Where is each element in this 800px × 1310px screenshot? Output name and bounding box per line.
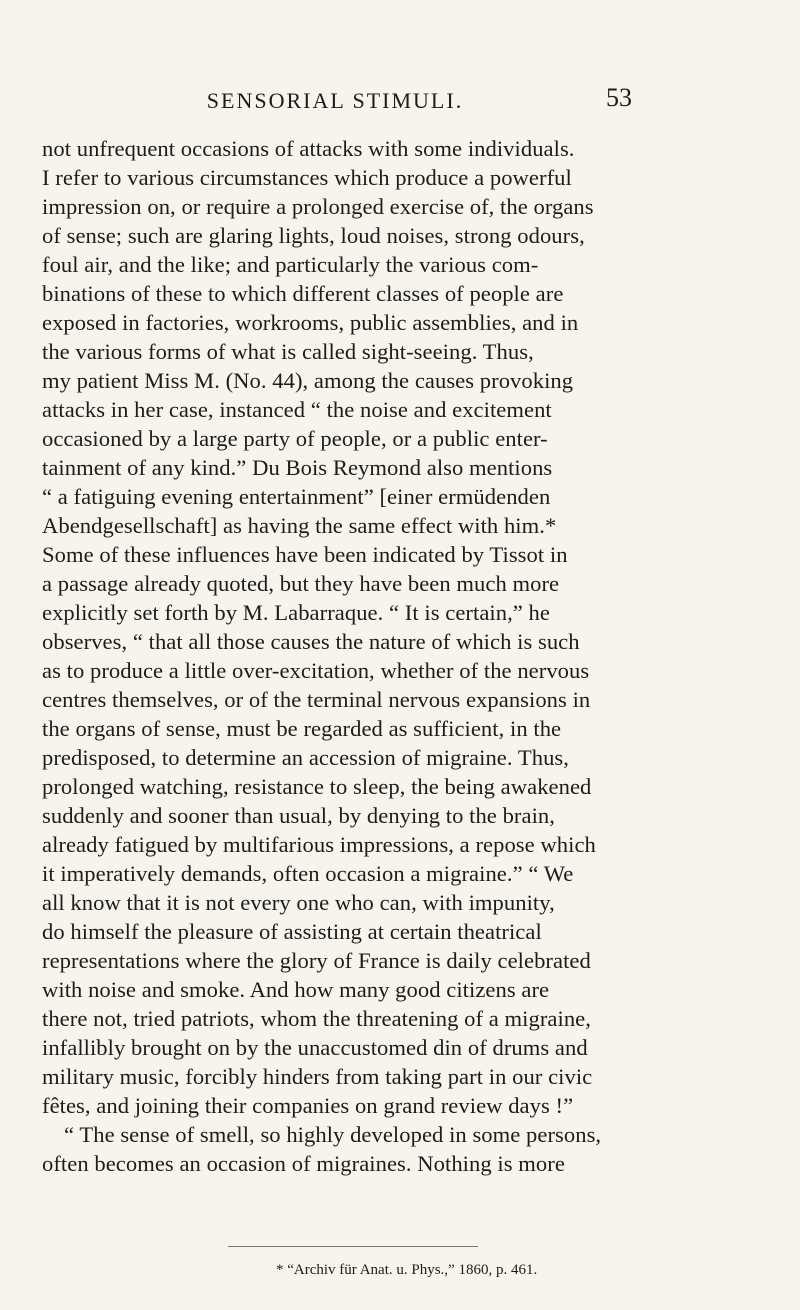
text-line: tainment of any kind.” Du Bois Reymond also mentions [42,455,553,480]
text-line: centres themselves, or of the terminal nervous expansions in [42,687,591,712]
footnote-divider [228,1246,478,1247]
text-line: often becomes an occasion of migraines. Nothing is more [42,1151,565,1176]
text-line: all know that it is not every one who can, with impunity, [42,890,555,915]
text-line: already fatigued by multifarious impressions, a repose which [42,832,596,857]
text-line: the organs of sense, must be regarded as sufficient, in the [42,716,562,741]
footnote: * “Archiv für Anat. u. Phys.,” 1860, p. 461. [276,1262,538,1278]
text-line: infallibly brought on by the unaccustomed din of drums and [42,1035,588,1060]
text-line: binations of these to which different classes of people are [42,281,564,306]
text-line: prolonged watching, resistance to sleep, the being awakened [42,774,592,799]
text-line: observes, “ that all those causes the nature of which is such [42,629,580,654]
text-line: predisposed, to determine an accession of migraine. Thus, [42,745,569,770]
text-line: attacks in her case, instanced “ the noise and excitement [42,397,552,422]
text-line: Some of these influences have been indicated by Tissot in [42,542,568,567]
text-line: there not, tried patriots, whom the threatening of a migraine, [42,1006,591,1031]
text-line: as to produce a little over-excitation, whether of the nervous [42,658,590,683]
text-line: I refer to various circumstances which produce a powerful [42,165,572,190]
text-line: “ a fatiguing evening entertainment” [einer ermüdenden [42,484,551,509]
text-line: impression on, or require a prolonged exercise of, the organs [42,194,594,219]
text-line: with noise and smoke. And how many good citizens are [42,977,550,1002]
text-line: it imperatively demands, often occasion a migraine.” “ We [42,861,574,886]
text-line: suddenly and sooner than usual, by denying to the brain, [42,803,555,828]
text-line: foul air, and the like; and particularly the various com- [42,252,539,277]
text-line: not unfrequent occasions of attacks with some individuals. [42,136,575,161]
text-line: military music, forcibly hinders from taking part in our civic [42,1064,593,1089]
text-line: a passage already quoted, but they have been much more [42,571,560,596]
running-title: SENSORIAL STIMULI. [206,88,464,113]
text-line: Abendgesellschaft] as having the same effect with him.* [42,513,557,538]
text-line: of sense; such are glaring lights, loud noises, strong odours, [42,223,585,248]
text-line: exposed in factories, workrooms, public assemblies, and in [42,310,579,335]
text-line: my patient Miss M. (No. 44), among the causes provoking [42,368,574,393]
text-line: explicitly set forth by M. Labarraque. “ It is certain,” he [42,600,550,625]
text-line: the various forms of what is called sight-seeing. Thus, [42,339,534,364]
text-line: fêtes, and joining their companies on grand review days !” [42,1093,574,1118]
page-number: 53 [606,83,632,112]
text-line: representations where the glory of France is daily celebrated [42,948,591,973]
text-line: “ The sense of smell, so highly developed in some persons, [64,1122,602,1147]
text-line: do himself the pleasure of assisting at certain theatrical [42,919,542,944]
text-line: occasioned by a large party of people, or a public enter- [42,426,548,451]
